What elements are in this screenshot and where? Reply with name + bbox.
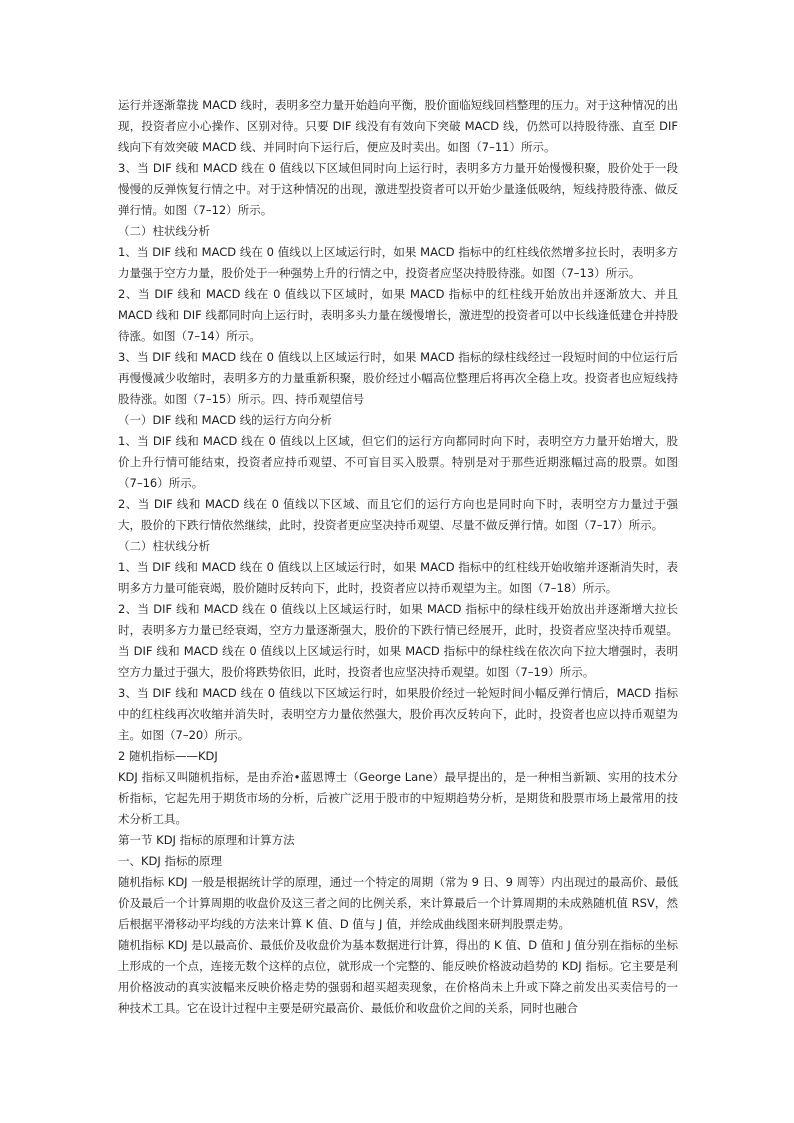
paragraph-green-bars-grow: 2、当 DIF 线和 MACD 线在 0 值线以上区域运行时，如果 MACD 指标中的绿柱线开始放出并逐渐增大拉长时，表明多方力量已经衰竭，空方力量逐渐强大，股价的下跌行情已经展开，此时，投资者应坚决持币观望。当 DIF 线和 MACD 线在 0 值线以上区域运行时，如果 MACD 指标中的绿柱线在依次向下拉大增强时，表明空方力量过于强大，股价将跌势依旧，此时，投资者也应坚决持币观望。如图（7–19）所示。 [118, 602, 678, 679]
document-body [118, 95, 678, 1019]
subsection-heading-kdj-principle: 一、KDJ 指标的原理 [118, 854, 222, 868]
paragraph-hold-cash-below-zero-down: 2、当 DIF 线和 MACD 线在 0 值线以下区域、而且它们的运行方向也是同时向下时，表明空方力量过于强大，股价的下跌行情依然继续，此时，投资者更应坚决持币观望、尽量不做反弹行情。如图（7–17）所示。 [118, 497, 678, 532]
chapter-heading-kdj: 2 随机指标——KDJ [118, 749, 218, 763]
paragraph-kdj-intro: KDJ 指标又叫随机指标，是由乔治•蓝恩博士（George Lane）最早提出的，是一种相当新颖、实用的技术分析指标，它起先用于期货市场的分析，后被广泛用于股市的中短期趋势分析，是期货和股票市场上最常用的技术分析工具。 [118, 770, 678, 826]
paragraph-red-bars-below-zero: 2、当 DIF 线和 MACD 线在 0 值线以下区域时，如果 MACD 指标中的红柱线开始放出并逐渐放大、并且 MACD 线和 DIF 线都同时向上运行时，表明多头力量在缓慢增长，激进型的投资者可以中长线逢低建仓并持股待涨。如图（7–14）所示。 [118, 287, 678, 343]
paragraph-red-bars-shrink: 1、当 DIF 线和 MACD 线在 0 值线以上区域运行时，如果 MACD 指标中的红柱线开始收缩并逐渐消失时，表明多方力量可能衰竭，股价随时反转向下，此时，投资者应以持币观望为主。如图（7–18）所示。 [118, 560, 678, 595]
paragraph-dif-macd-below-zero-up: 3、当 DIF 线和 MACD 线在 0 值线以下区域但同时向上运行时，表明多方力量开始慢慢积聚，股价处于一段慢慢的反弹恢复行情之中。对于这种情况的出现，激进型投资者可以开始少量逢低吸纳，短线持股待涨、做反弹行情。如图（7–12）所示。 [118, 161, 678, 217]
section-heading-direction-analysis: （一）DIF 线和 MACD 线的运行方向分析 [118, 413, 332, 427]
paragraph-green-bars-shrink: 3、当 DIF 线和 MACD 线在 0 值线以上区域运行时，如果 MACD 指标的绿柱线经过一段短时间的中位运行后再慢慢减少收缩时，表明多方的力量重新积聚，股价经过小幅高位整理后将再次全稳上攻。投资者也应短线持股待涨。如图（7–15）所示。四、持币观望信号 [118, 350, 678, 406]
paragraph-kdj-statistics: 随机指标 KDJ 一般是根据统计学的原理，通过一个特定的周期（常为 9 日、9 周等）内出现过的最高价、最低价及最后一个计算周期的收盘价及这三者之间的比例关系，来计算最后一个计算周期的未成熟随机值 RSV，然后根据平滑移动平均线的方法来计算 K 值、D 值与 J 值，并绘成曲线图来研判股票走势。 [118, 875, 678, 931]
paragraph-red-bars-lengthen: 1、当 DIF 线和 MACD 线在 0 值线以上区域运行时，如果 MACD 指标中的红柱线依然增多拉长时，表明多方力量强于空方力量，股价处于一种强势上升的行情之中，投资者应坚决持股待涨。如图（7–13）所示。 [118, 245, 678, 280]
section-heading-kdj-principle-calc: 第一节 KDJ 指标的原理和计算方法 [118, 833, 295, 847]
paragraph-kdj-calculation: 随机指标 KDJ 是以最高价、最低价及收盘价为基本数据进行计算，得出的 K 值、D 值和 J 值分别在指标的坐标上形成的一个点，连接无数个这样的点位，就形成一个完整的、能反映价格波动趋势的 KDJ 指标。它主要是利用价格波动的真实波幅来反映价格走势的强弱和超买超卖现象，在价格尚未上升或下降之前发出买卖信号的一种技术工具。它在设计过程中主要是研究最高价、最低价和收盘价之间的关系，同时也融合 [118, 938, 678, 1015]
section-heading-histogram-analysis: （二）柱状线分析 [118, 224, 210, 238]
section-heading-histogram-analysis-2: （二）柱状线分析 [118, 539, 210, 553]
paragraph-red-bars-vanish: 3、当 DIF 线和 MACD 线在 0 值线以下区域运行时，如果股价经过一轮短时间小幅反弹行情后，MACD 指标中的红柱线再次收缩并消失时，表明空方力量依然强大，股价再次反转向下，此时，投资者也应以持币观望为主。如图（7–20）所示。 [118, 686, 678, 742]
paragraph-macd-dif-convergence: 运行并逐渐靠拢 MACD 线时，表明多空力量开始趋向平衡，股价面临短线回档整理的压力。对于这种情况的出现，投资者应小心操作、区别对待。只要 DIF 线没有有效向下突破 MACD 线，仍然可以持股待涨、直至 DIF 线向下有效突破 MACD 线、并同时向下运行后，便应及时卖出。如图（7–11）所示。 [118, 98, 678, 154]
paragraph-hold-cash-above-zero-down: 1、当 DIF 线和 MACD 线在 0 值线以上区域，但它们的运行方向都同时向下时，表明空方力量开始增大，股价上升行情可能结束，投资者应持币观望、不可盲目买入股票。特别是对于那些近期涨幅过高的股票。如图（7–16）所示。 [118, 434, 678, 490]
